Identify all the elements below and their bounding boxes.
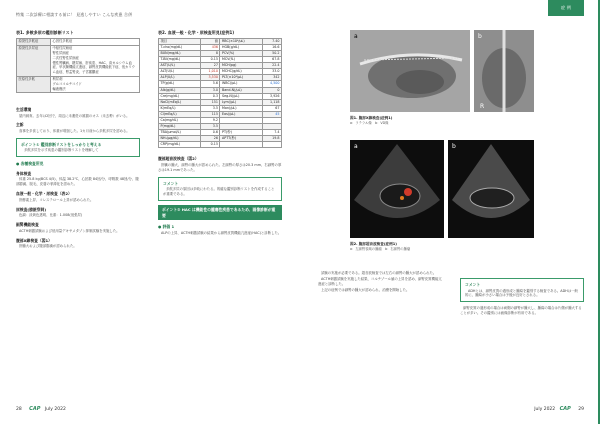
cell: NH₃(μg/dL) (159, 136, 201, 142)
cell: 33.0 (262, 69, 281, 75)
cell (220, 142, 262, 148)
cell: Band-N(/μL) (220, 87, 262, 93)
cell: 7.40 (262, 38, 281, 44)
page-footer-left (16, 406, 66, 414)
cell: 67 (262, 105, 281, 111)
fig2-label-b: b (452, 143, 456, 150)
cell: 16.6 (262, 44, 281, 50)
cell (262, 142, 281, 148)
comment-title: コメント (163, 180, 179, 186)
brand-logo: CAP (559, 406, 571, 413)
cell: 1,010 (201, 69, 220, 75)
table2 (158, 38, 282, 149)
cell: BUN(mg/dL) (159, 50, 201, 56)
cell: 67.8 (262, 57, 281, 63)
sub-heading: 尿検査(膀胱穿刺) (16, 206, 47, 212)
cell: 27 (201, 63, 220, 69)
cell: 原発性多尿症 (17, 45, 51, 76)
cell: 3.5 (201, 105, 220, 111)
comment-text: 多飲多尿の原因は多岐にわたる。的確な鑑別診断リストを作成することが重要である。 (163, 187, 275, 197)
paragraph: 屋内飼育。去年は2回で、周辺に未避妊の雄猫のオス（未去勢）がいる。 (19, 113, 130, 118)
cell: 1,118 (262, 99, 281, 105)
cell: Seg-N(/μL) (220, 93, 262, 99)
table-row (17, 76, 140, 92)
page-header: 特集 二次診療に相談する前に！ 見逃しやすい こんな疾患 合併 (16, 12, 133, 17)
fig1-label-b: b (478, 33, 482, 40)
column-2 (158, 30, 282, 236)
table2-title: 表2. 血液一般・化学・尿検査所見(症例1) (158, 30, 235, 35)
cell: 0.15 (201, 57, 220, 63)
comment-box-2 (460, 278, 584, 302)
paragraph: 肝臓の腫大、副腎の腫大が認められた。左副腎の厚さは20.3 mm、右副腎の厚さは19.1 mmであった。 (158, 162, 282, 172)
point-text: 多飲多尿を示す疾患の鑑別診断リストを理解して (24, 148, 99, 153)
column-1 (16, 30, 140, 249)
table-row (17, 45, 140, 76)
cell: Mon(/μL) (220, 105, 262, 111)
cell: Ca(mg/dL) (159, 118, 201, 124)
table1 (16, 38, 140, 93)
comment-title: コメント (465, 282, 481, 287)
cell: MCHC(g/dL) (220, 69, 262, 75)
paragraph: ACTH刺激試験および低用量デキサメタゾン抑制試験を実施した。 (19, 228, 120, 233)
table1-title: 表1. 多飲多尿の鑑別診断リスト (16, 30, 74, 35)
cell: 0 (262, 87, 281, 93)
cell: 3.5 (201, 124, 220, 130)
ultrasound-left-drawing (350, 140, 444, 238)
cell: 0.15 (201, 142, 220, 148)
page-number: 29 (578, 407, 584, 413)
cell: 中枢性尿崩症 腎性尿崩症 二次性腎性尿崩症 慢性腎臓病、糖尿病、肝疾患、HAC、高カルシウム血症、甲状腺機能亢進症、副腎皮質機能低下症、低カリウム血症、腎盂腎炎、子宮蓄膿症 (51, 45, 140, 76)
cell: MCV(fL) (220, 57, 262, 63)
table-row (17, 38, 140, 45)
cell: 3,530 (201, 75, 220, 81)
cell: RBC(×10⁶/μL) (220, 38, 262, 44)
xray-lateral-image (350, 30, 470, 112)
ultrasound-left-image (350, 140, 444, 238)
cell: 26 (201, 136, 220, 142)
sub-heading: 腹部X線検査（図1） (16, 237, 52, 243)
cell: HGB(g/dL) (220, 44, 262, 50)
paragraph: ALPの上昇、ACTH刺激試験の結果から副腎皮質機能亢進症(HAC)と診断した。 (161, 230, 282, 235)
cell: 151 (201, 99, 220, 105)
comment-text: ADHとは、副腎皮質の過形成と腫瘍を鑑別する検査である。ADHは一般的に、腫瘍が小さい場合は予後が良好とされる。 (465, 288, 578, 298)
cell: CRP(mg/dL) (159, 142, 201, 148)
cell: WBC(/μL) (220, 81, 262, 87)
xray-vd-image (474, 30, 534, 112)
cell: 342 (262, 75, 281, 81)
cell: 19.8 (262, 136, 281, 142)
cell: 3.0 (201, 87, 220, 93)
paragraph: 体重 25.8 kg(BCS 4/5)、体温 38.2℃、心拍数 84回/分、呼吸数 48回/分、腹部膨満、脱毛、皮膚の菲薄化を認めた。 (16, 177, 139, 187)
fig2-title: 図2. 腹部超音波検査(症例1) (350, 242, 397, 246)
issue-date: July 2022 (44, 407, 66, 413)
cell: 115 (201, 111, 220, 117)
cell: 50.2 (262, 50, 281, 56)
cell: MCH(pg) (220, 63, 262, 69)
fig1-label-a: a (354, 33, 358, 40)
page-number: 28 (16, 407, 22, 413)
cell: TP(g/dL) (159, 81, 201, 87)
cell: 値 (201, 38, 220, 44)
cell: 436 (201, 44, 220, 50)
cell: 原発性多飲症 (17, 38, 51, 45)
comment-box (158, 177, 282, 201)
point-box-2: ポイント② HAC は機能性の腫瘍性疾患であるため、画像診断が重要 (158, 205, 282, 220)
cell: 3,926 (262, 93, 281, 99)
section-heading: 生活環境 (16, 107, 32, 113)
cell: 医原性多飲 (17, 76, 51, 92)
fig2-subtitle: a：左副腎領域の腫瘤 b：右副腎の腫瘤 (350, 247, 411, 252)
section-tab: 症 例 (548, 0, 584, 16)
paragraph: 上記の症例では副腎の腫大が認められ、治療を開始した。 (321, 287, 410, 292)
sub-heading: 身体検査 (16, 170, 32, 176)
cell: 9.2 (201, 118, 220, 124)
section-heading: 腹部超音波検査（図2） (158, 156, 199, 162)
cell: 5.6 (201, 81, 220, 87)
cell: PLT(×10³/μL) (220, 75, 262, 81)
issue-date: July 2022 (534, 407, 556, 413)
cell: Cre(mg/dL) (159, 93, 201, 99)
fig2-caption (350, 242, 534, 252)
column-3 (318, 270, 442, 293)
cell: 8 (201, 50, 220, 56)
cell: ALP(U/L) (159, 75, 201, 81)
cell: 45 (262, 111, 281, 117)
section-heading: ● 評価 1 (158, 224, 175, 230)
paragraph: 色調：淡黄色透明、比重：1.008(低張尿) (19, 213, 83, 218)
fig1-title: 図1. 腹部X線検査(症例1) (350, 116, 393, 120)
cell: PCV(%) (220, 50, 262, 56)
fig1-caption (350, 116, 534, 126)
point-title: ポイント① 鑑別診断リストをしっかりと考える (21, 141, 102, 147)
paragraph: 試験の実施が必要である。超音波検査では左右の副腎の腫大が認められた。 (321, 271, 437, 275)
cell: AST(U/L) (159, 63, 201, 69)
sub-heading: 副腎機能検査 (16, 222, 39, 228)
cell: APTT(秒) (220, 136, 262, 142)
paragraph: 肝腫大および腹部膨満が認められた。 (19, 244, 77, 249)
right-page (300, 0, 600, 424)
cell: ALT(U/L) (159, 69, 201, 75)
cell: Lym(/μL) (220, 99, 262, 105)
cell: Alb(g/dL) (159, 87, 201, 93)
fig1-label-r: R (480, 103, 485, 110)
cell: PT(秒) (220, 130, 262, 136)
cell: Eos(/μL) (220, 111, 262, 117)
cell: 心因性多飲症 (51, 38, 140, 45)
xray-lateral-drawing (350, 30, 470, 112)
cell: NaCl(mEq/L) (159, 99, 201, 105)
section-heading: 主訴 (16, 122, 24, 128)
column-4 (460, 278, 584, 316)
point-box-1 (16, 138, 140, 157)
fig1-subtitle: a：ラテラル像 b：VD像 (350, 121, 389, 126)
table-row (159, 142, 282, 148)
cell: T-Bil(mg/dL) (159, 57, 201, 63)
sub-heading: 血液一般・化学・尿検査（表2） (16, 191, 72, 197)
cell: 項目 (159, 38, 201, 44)
paragraph: 副腎皮質の過形成の場合は両側の副腎が腫大し、腫瘍の場合は片側が腫大することが多い。その鑑別には画像診断が有用である。 (460, 306, 582, 316)
cell: Cl(mEq/L) (159, 111, 201, 117)
cell: P(mg/dL) (159, 124, 201, 130)
cell: T-cho(mg/dL) (159, 44, 201, 50)
ultrasound-right-drawing (448, 140, 534, 238)
cell: 利尿剤 グルココルチコイド 輸液療法 (51, 76, 140, 92)
cell: 4,500 (262, 81, 281, 87)
section-heading: ● 各種検査所見 (16, 161, 44, 167)
cell: 0.6 (201, 130, 220, 136)
cell: 7.4 (262, 130, 281, 136)
cell: 22.4 (262, 63, 281, 69)
cell: K(mEq/L) (159, 105, 201, 111)
xray-vd-drawing (474, 30, 534, 112)
cell: TBA(μmol/L) (159, 130, 201, 136)
paragraph: 食事を多食しており、体重が増加した。1カ月前から多飲多尿を認める。 (19, 128, 130, 133)
fig2-label-a: a (354, 143, 358, 150)
paragraph: ACTH刺激試験を実施した結果、コルチゾール値の上昇を認め、副腎皮質機能亢進症と診断した。 (318, 276, 442, 286)
brand-logo: CAP (29, 406, 41, 413)
paragraph: 肝酵素上昇、コレステロール上昇が認められた。 (19, 197, 94, 202)
ultrasound-right-image (448, 140, 534, 238)
page-footer-right (534, 406, 584, 414)
cell: 0.3 (201, 93, 220, 99)
